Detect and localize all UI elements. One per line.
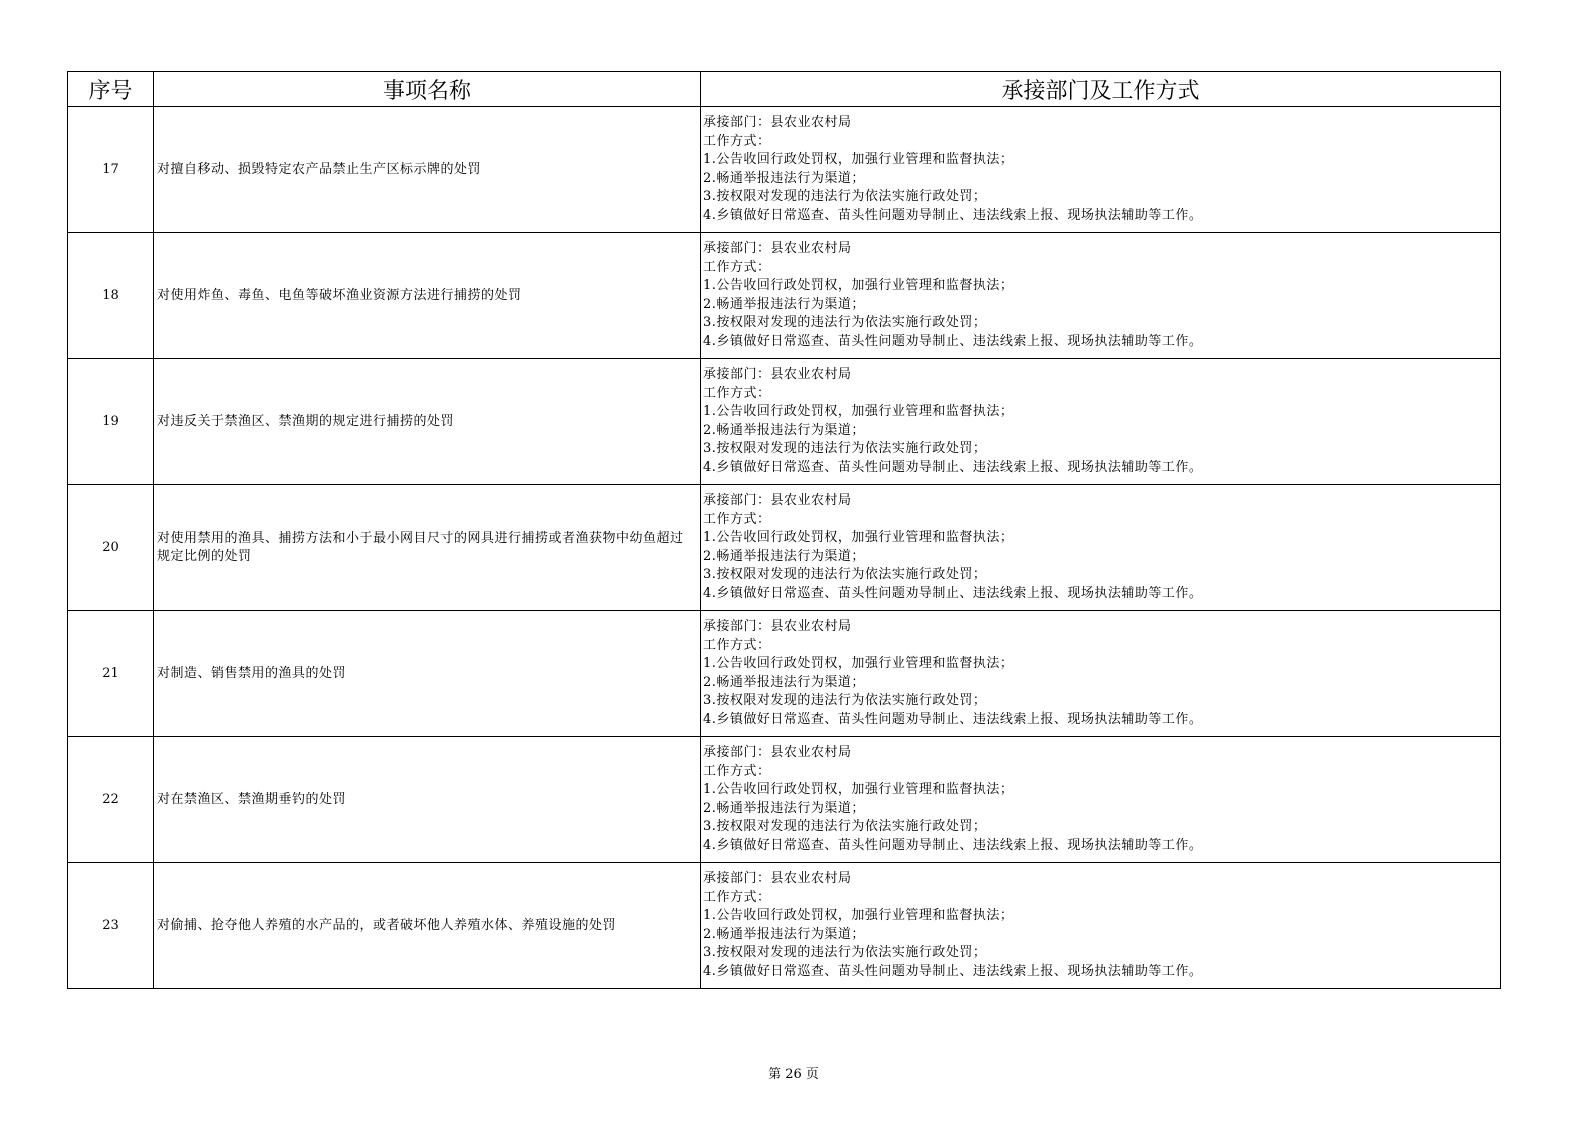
dept-method-line: 1.公告收回行政处罚权，加强行业管理和监督执法； — [703, 152, 1014, 167]
item-name: 对偷捕、抢夺他人养殖的水产品的，或者破坏他人养殖水体、养殖设施的处罚 — [154, 863, 701, 989]
dept-method-line: 4.乡镇做好日常巡查、苗头性问题劝导制止、违法线索上报、现场执法辅助等工作。 — [703, 837, 1203, 853]
dept-method-line: 4.乡镇做好日常巡查、苗头性问题劝导制止、违法线索上报、现场执法辅助等工作。 — [703, 459, 1203, 475]
dept-and-method — [701, 863, 1501, 989]
table-row — [68, 611, 1501, 737]
row-number: 18 — [68, 233, 154, 359]
dept-method-line: 1.公告收回行政处罚权，加强行业管理和监督执法； — [703, 908, 1014, 923]
row-number: 17 — [68, 107, 154, 233]
table-row — [68, 359, 1501, 485]
dept-method-line: 承接部门：县农业农村局 — [703, 745, 852, 760]
item-name: 对违反关于禁渔区、禁渔期的规定进行捕捞的处罚 — [154, 359, 701, 485]
dept-method-line: 工作方式： — [703, 511, 771, 527]
dept-method-line: 3.按权限对发现的违法行为依法实施行政处罚； — [703, 693, 987, 708]
dept-method-line: 4.乡镇做好日常巡查、苗头性问题劝导制止、违法线索上报、现场执法辅助等工作。 — [703, 711, 1203, 727]
dept-and-method — [701, 611, 1501, 737]
items-table — [67, 71, 1501, 989]
dept-method-line: 承接部门：县农业农村局 — [703, 619, 852, 634]
dept-method-line: 工作方式： — [703, 133, 771, 149]
dept-method-line: 1.公告收回行政处罚权，加强行业管理和监督执法； — [703, 278, 1014, 293]
table-row — [68, 233, 1501, 359]
item-name: 对制造、销售禁用的渔具的处罚 — [154, 611, 701, 737]
page-number: 第 26 页 — [768, 1067, 819, 1082]
table-header-row — [68, 72, 1501, 107]
dept-method-line: 3.按权限对发现的违法行为依法实施行政处罚； — [703, 315, 987, 330]
dept-method-line: 承接部门：县农业农村局 — [703, 241, 852, 256]
row-number: 23 — [68, 863, 154, 989]
row-number: 19 — [68, 359, 154, 485]
dept-method-line: 4.乡镇做好日常巡查、苗头性问题劝导制止、违法线索上报、现场执法辅助等工作。 — [703, 585, 1203, 601]
dept-method-line: 2.畅通举报违法行为渠道； — [703, 926, 865, 942]
item-name: 对使用炸鱼、毒鱼、电鱼等破坏渔业资源方法进行捕捞的处罚 — [154, 233, 701, 359]
item-name: 对使用禁用的渔具、捕捞方法和小于最小网目尺寸的网具进行捕捞或者渔获物中幼鱼超过规定比例的处罚 — [154, 485, 701, 611]
table-row — [68, 485, 1501, 611]
row-number: 21 — [68, 611, 154, 737]
dept-method-line: 2.畅通举报违法行为渠道； — [703, 674, 865, 690]
dept-method-line: 3.按权限对发现的违法行为依法实施行政处罚； — [703, 567, 987, 582]
header-item-name: 事项名称 — [154, 72, 701, 107]
dept-method-line: 3.按权限对发现的违法行为依法实施行政处罚； — [703, 441, 987, 456]
dept-and-method — [701, 359, 1501, 485]
header-dept-method: 承接部门及工作方式 — [701, 72, 1501, 107]
header-no: 序号 — [68, 72, 154, 107]
dept-method-line: 2.畅通举报违法行为渠道； — [703, 800, 865, 816]
dept-method-line: 工作方式： — [703, 763, 771, 779]
dept-method-line: 承接部门：县农业农村局 — [703, 871, 852, 886]
dept-method-line: 1.公告收回行政处罚权，加强行业管理和监督执法； — [703, 656, 1014, 671]
dept-method-line: 1.公告收回行政处罚权，加强行业管理和监督执法； — [703, 782, 1014, 797]
dept-method-line: 2.畅通举报违法行为渠道； — [703, 170, 865, 186]
dept-method-line: 2.畅通举报违法行为渠道； — [703, 296, 865, 312]
dept-method-line: 3.按权限对发现的违法行为依法实施行政处罚； — [703, 189, 987, 204]
row-number: 22 — [68, 737, 154, 863]
dept-method-line: 工作方式： — [703, 637, 771, 653]
dept-method-line: 1.公告收回行政处罚权，加强行业管理和监督执法； — [703, 404, 1014, 419]
dept-and-method — [701, 737, 1501, 863]
dept-method-line: 1.公告收回行政处罚权，加强行业管理和监督执法； — [703, 530, 1014, 545]
table-row — [68, 107, 1501, 233]
table-row — [68, 863, 1501, 989]
dept-method-line: 工作方式： — [703, 889, 771, 905]
table-row — [68, 737, 1501, 863]
dept-method-line: 4.乡镇做好日常巡查、苗头性问题劝导制止、违法线索上报、现场执法辅助等工作。 — [703, 963, 1203, 979]
dept-method-line: 工作方式： — [703, 259, 771, 275]
dept-and-method — [701, 485, 1501, 611]
dept-method-line: 2.畅通举报违法行为渠道； — [703, 548, 865, 564]
dept-method-line: 3.按权限对发现的违法行为依法实施行政处罚； — [703, 819, 987, 834]
dept-method-line: 承接部门：县农业农村局 — [703, 115, 852, 130]
dept-method-line: 4.乡镇做好日常巡查、苗头性问题劝导制止、违法线索上报、现场执法辅助等工作。 — [703, 333, 1203, 349]
item-name: 对在禁渔区、禁渔期垂钓的处罚 — [154, 737, 701, 863]
dept-method-line: 3.按权限对发现的违法行为依法实施行政处罚； — [703, 945, 987, 960]
table-body — [68, 107, 1501, 989]
dept-method-line: 4.乡镇做好日常巡查、苗头性问题劝导制止、违法线索上报、现场执法辅助等工作。 — [703, 207, 1203, 223]
dept-method-line: 工作方式： — [703, 385, 771, 401]
dept-method-line: 2.畅通举报违法行为渠道； — [703, 422, 865, 438]
dept-and-method — [701, 107, 1501, 233]
item-name: 对擅自移动、损毁特定农产品禁止生产区标示牌的处罚 — [154, 107, 701, 233]
dept-method-line: 承接部门：县农业农村局 — [703, 493, 852, 508]
row-number: 20 — [68, 485, 154, 611]
dept-method-line: 承接部门：县农业农村局 — [703, 367, 852, 382]
dept-and-method — [701, 233, 1501, 359]
